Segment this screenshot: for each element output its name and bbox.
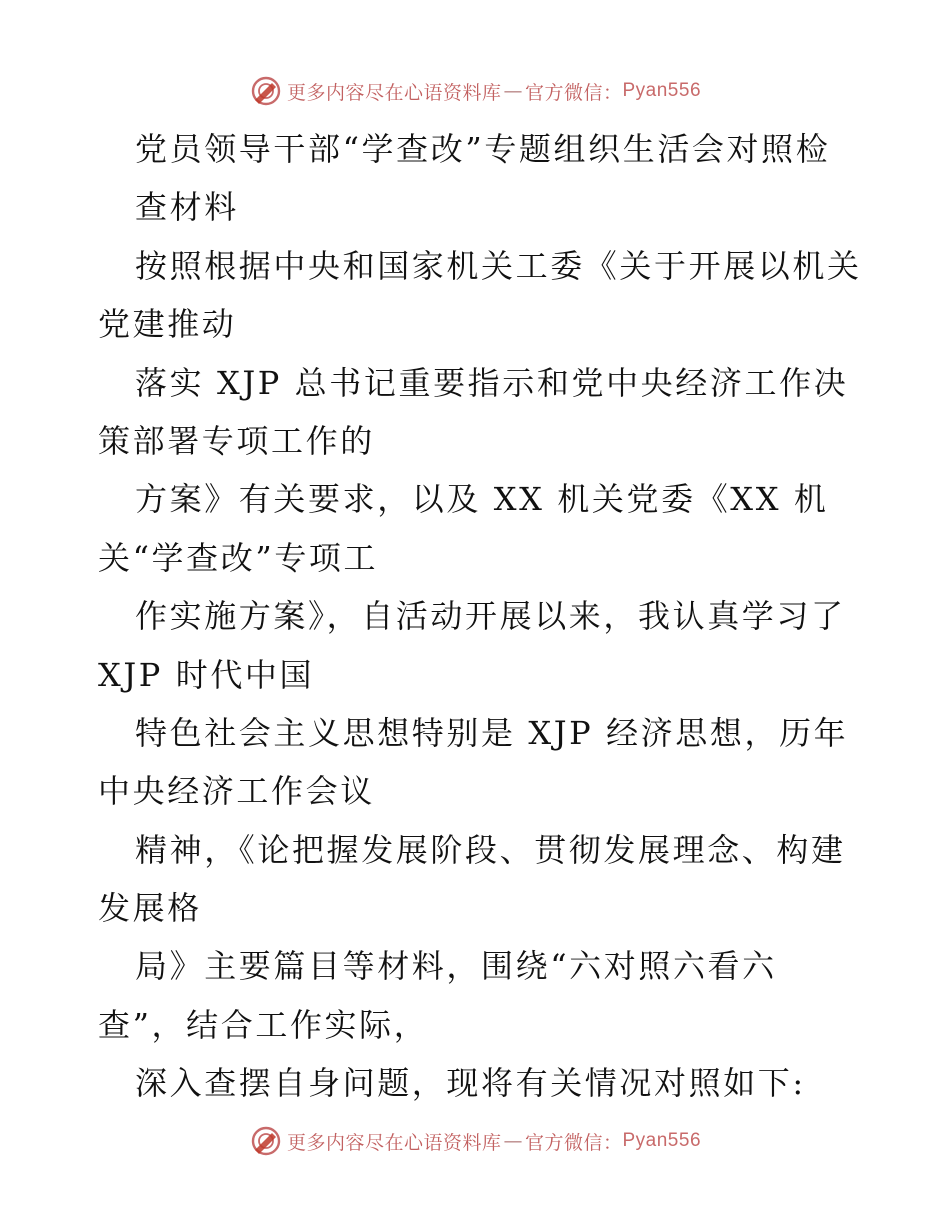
watermark-header: [0, 74, 950, 108]
watermark-footer: [0, 1124, 950, 1158]
text-line: 落实 XJP 总书记重要指示和党中央经济工作决: [135, 363, 849, 402]
text-line: 党员领导干部“学查改”专题组织生活会对照检: [135, 130, 831, 168]
watermark-dash: —: [503, 80, 523, 102]
text-line: 中央经济工作会议: [98, 772, 375, 811]
text-line: 发展格: [98, 889, 202, 928]
text-line: 局》主要篇目等材料，围绕“六对照六看六: [135, 947, 777, 986]
brand-logo-icon: [249, 1124, 283, 1158]
text-line: 方案》有关要求，以及 XX 机关党委《XX 机: [135, 480, 829, 519]
text-line: 查”，结合工作实际，: [98, 1005, 429, 1044]
watermark-dash: —: [503, 1130, 523, 1152]
watermark-id: Pyan556: [622, 80, 702, 101]
text-line: 按照根据中央和国家机关工委《关于开展以机关: [135, 246, 862, 285]
watermark-brand: 更多内容尽在心语资料库: [286, 1131, 502, 1154]
text-line: 关“学查改”专项工: [98, 538, 379, 577]
watermark-label: 官方微信：: [524, 81, 623, 104]
text-line: 党建推动: [98, 305, 237, 344]
text-line: 作实施方案》，自活动开展以来，我认真学习了: [135, 597, 846, 636]
watermark-id: Pyan556: [622, 1130, 702, 1151]
watermark-label: 官方微信：: [524, 1131, 623, 1154]
text-line: 策部署专项工作的: [98, 421, 375, 460]
text-line: 特色社会主义思想特别是 XJP 经济思想，历年: [135, 713, 849, 752]
text-line: 深入查摆自身问题，现将有关情况对照如下:: [135, 1064, 806, 1103]
text-line: XJP 时代中国: [98, 655, 315, 694]
text-line: 查材料: [135, 188, 239, 227]
text-line: 精神，《论把握发展阶段、贯彻发展理念、构建: [135, 830, 846, 869]
document-body: [98, 120, 862, 1113]
watermark-brand: 更多内容尽在心语资料库: [286, 81, 502, 104]
brand-logo-icon: [249, 74, 283, 108]
